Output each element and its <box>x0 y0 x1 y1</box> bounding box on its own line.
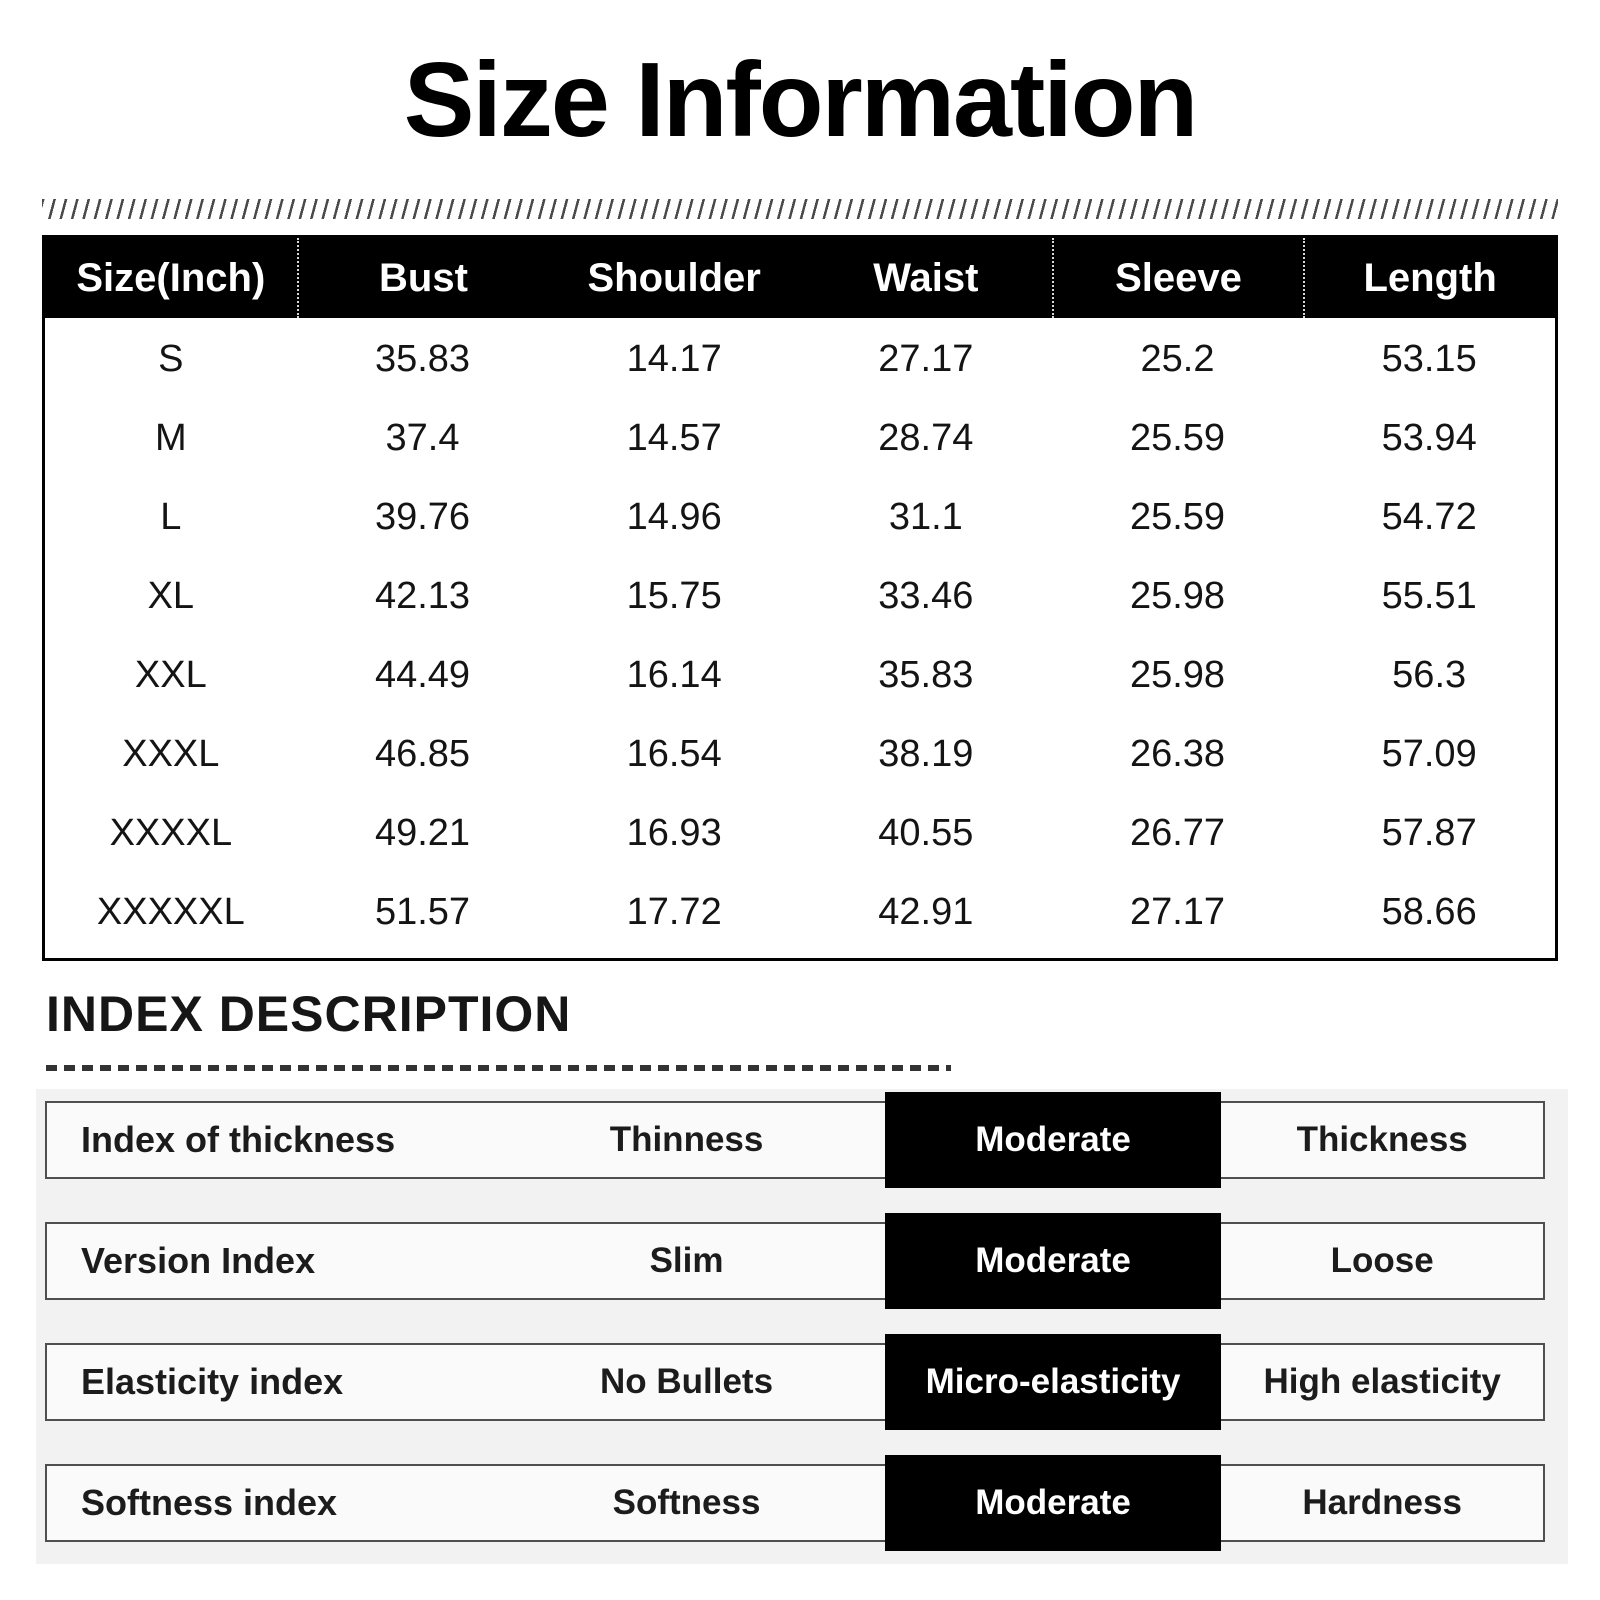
header-cell-bust: Bust <box>297 238 549 318</box>
index-option: Loose <box>1330 1241 1434 1280</box>
index-option: Thinness <box>609 1120 764 1159</box>
table-row <box>45 636 1555 715</box>
page-title: Size Information <box>403 41 1197 159</box>
index-option: High elasticity <box>1263 1362 1501 1401</box>
size-table-body <box>45 318 1555 958</box>
table-cell: 58.66 <box>1381 891 1477 933</box>
table-cell: XXL <box>134 654 207 696</box>
header-cell-size: Size(Inch) <box>76 256 266 300</box>
index-description-panel <box>36 1089 1568 1564</box>
table-cell: 53.15 <box>1381 338 1477 380</box>
index-row-elasticity <box>45 1343 1545 1421</box>
table-cell: 17.72 <box>626 891 722 933</box>
index-option: Softness <box>612 1483 761 1522</box>
table-row <box>45 399 1555 478</box>
index-option: Hardness <box>1302 1483 1462 1522</box>
table-cell: 55.51 <box>1381 575 1477 617</box>
table-cell: 42.13 <box>374 575 471 617</box>
table-cell: 42.91 <box>878 891 974 933</box>
table-cell: 44.49 <box>374 654 471 696</box>
index-option: Slim <box>649 1241 724 1280</box>
table-cell: 35.83 <box>878 654 974 696</box>
table-cell: 39.76 <box>374 496 471 538</box>
table-row <box>45 873 1555 952</box>
table-cell: 49.21 <box>374 812 471 854</box>
table-cell: 25.59 <box>1129 417 1226 459</box>
table-cell: 25.98 <box>1129 654 1226 696</box>
table-cell: 25.59 <box>1129 496 1226 538</box>
header-cell-shoulder: Shoulder <box>587 256 761 300</box>
table-cell: 14.17 <box>626 338 722 380</box>
table-row <box>45 794 1555 873</box>
index-row-thickness <box>45 1101 1545 1179</box>
table-cell: XXXL <box>122 733 220 775</box>
table-cell: XL <box>147 575 195 617</box>
index-option-selected: Moderate <box>885 1213 1222 1309</box>
index-description-heading: INDEX DESCRIPTION <box>46 986 572 1042</box>
index-option-selected: Micro-elasticity <box>885 1334 1222 1430</box>
hatched-divider <box>42 199 1558 219</box>
table-cell: M <box>155 417 187 459</box>
table-cell: XXXXXL <box>96 891 245 933</box>
index-row-label: Softness index <box>81 1482 338 1523</box>
header-cell-sleeve: Sleeve <box>1052 238 1304 318</box>
size-table-header <box>45 238 1555 318</box>
index-row-label: Elasticity index <box>81 1361 344 1402</box>
table-cell: S <box>158 338 184 380</box>
table-cell: 16.54 <box>626 733 722 775</box>
index-option: Thickness <box>1296 1120 1468 1159</box>
table-cell: 35.83 <box>374 338 471 380</box>
table-cell: L <box>160 496 182 538</box>
table-cell: 27.17 <box>878 338 974 380</box>
table-cell: 27.17 <box>1129 891 1226 933</box>
dashed-divider <box>46 1065 951 1071</box>
table-cell: 14.96 <box>626 496 722 538</box>
table-cell: 28.74 <box>878 417 974 459</box>
table-cell: 40.55 <box>878 812 974 854</box>
table-cell: 51.57 <box>374 891 471 933</box>
index-row-label: Version Index <box>81 1240 316 1281</box>
table-row <box>45 320 1555 399</box>
table-row <box>45 478 1555 557</box>
table-cell: 46.85 <box>374 733 471 775</box>
table-cell: 54.72 <box>1381 496 1477 538</box>
table-cell: 31.1 <box>888 496 963 538</box>
table-cell: 37.4 <box>385 417 460 459</box>
index-option-selected: Moderate <box>885 1092 1222 1188</box>
table-cell: 25.2 <box>1140 338 1215 380</box>
table-cell: 16.93 <box>626 812 722 854</box>
table-cell: 26.38 <box>1129 733 1226 775</box>
table-row <box>45 557 1555 636</box>
index-option-selected: Moderate <box>885 1455 1222 1551</box>
header-cell-length: Length <box>1303 238 1555 318</box>
table-cell: 57.09 <box>1381 733 1477 775</box>
table-cell: 14.57 <box>626 417 722 459</box>
index-row-label: Index of thickness <box>81 1119 396 1160</box>
table-cell: 38.19 <box>878 733 974 775</box>
table-cell: 15.75 <box>626 575 722 617</box>
index-option: No Bullets <box>599 1362 774 1401</box>
index-row-softness <box>45 1464 1545 1542</box>
table-cell: XXXXL <box>109 812 233 854</box>
size-table <box>42 235 1558 961</box>
table-cell: 56.3 <box>1392 654 1467 696</box>
table-cell: 25.98 <box>1129 575 1226 617</box>
table-cell: 33.46 <box>878 575 974 617</box>
index-row-version <box>45 1222 1545 1300</box>
table-row <box>45 715 1555 794</box>
table-cell: 16.14 <box>626 654 722 696</box>
table-cell: 53.94 <box>1381 417 1477 459</box>
table-cell: 57.87 <box>1381 812 1477 854</box>
table-cell: 26.77 <box>1129 812 1226 854</box>
header-cell-waist: Waist <box>873 256 979 300</box>
